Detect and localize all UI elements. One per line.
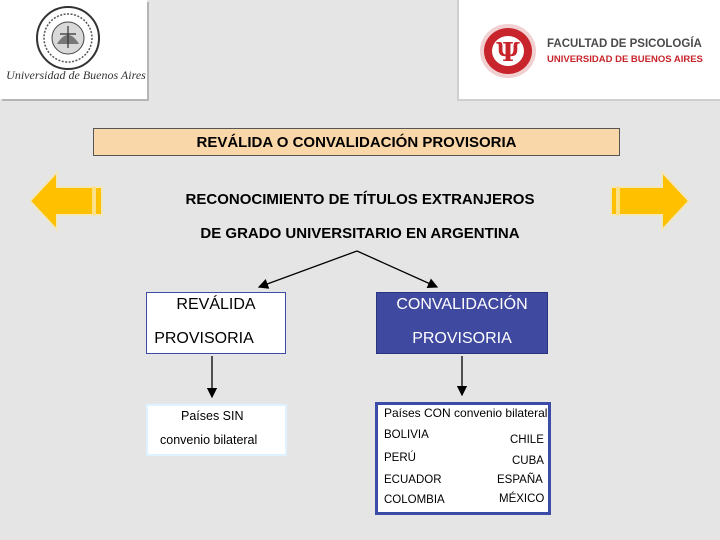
revalida-line-1: REVÁLIDA [176, 296, 256, 313]
sin-convenio-line-1: Países SIN [181, 409, 244, 423]
revalida-box [146, 292, 286, 354]
con-convenio-box [375, 402, 551, 515]
subtitle-line-1: RECONOCIMIENTO DE TÍTULOS EXTRANJEROS [185, 191, 535, 208]
country-ecuador: ECUADOR [384, 474, 442, 486]
country-cuba: CUBA [512, 455, 544, 467]
sin-convenio-line-2: convenio bilateral [160, 433, 258, 447]
page-title-text: REVÁLIDA O CONVALIDACIÓN PROVISORIA [196, 133, 517, 151]
country-chile: CHILE [510, 434, 544, 446]
convalidacion-box [376, 292, 548, 354]
country-mexico: MÉXICO [499, 493, 545, 505]
subtitle-line-2: DE GRADO UNIVERSITARIO EN ARGENTINA [200, 225, 520, 242]
country-peru: PERÚ [384, 452, 416, 464]
uba-name: Universidad de Buenos Aires [6, 68, 146, 82]
psi-faculty-name: FACULTAD DE PSICOLOGÍA [547, 38, 702, 50]
country-colombia: COLOMBIA [384, 494, 445, 506]
psi-university-name: UNIVERSIDAD DE BUENOS AIRES [547, 54, 703, 65]
psi-symbol: Ψ [496, 38, 520, 68]
convalidacion-line-1: CONVALIDACIÓN [396, 296, 528, 313]
revalida-line-2: PROVISORIA [154, 330, 254, 347]
country-bolivia: BOLIVIA [384, 429, 429, 441]
country-espana: ESPAÑA [497, 474, 543, 486]
con-convenio-heading: Países CON convenio bilateral [384, 406, 548, 420]
convalidacion-line-2: PROVISORIA [412, 330, 512, 347]
sin-convenio-box [146, 404, 287, 456]
